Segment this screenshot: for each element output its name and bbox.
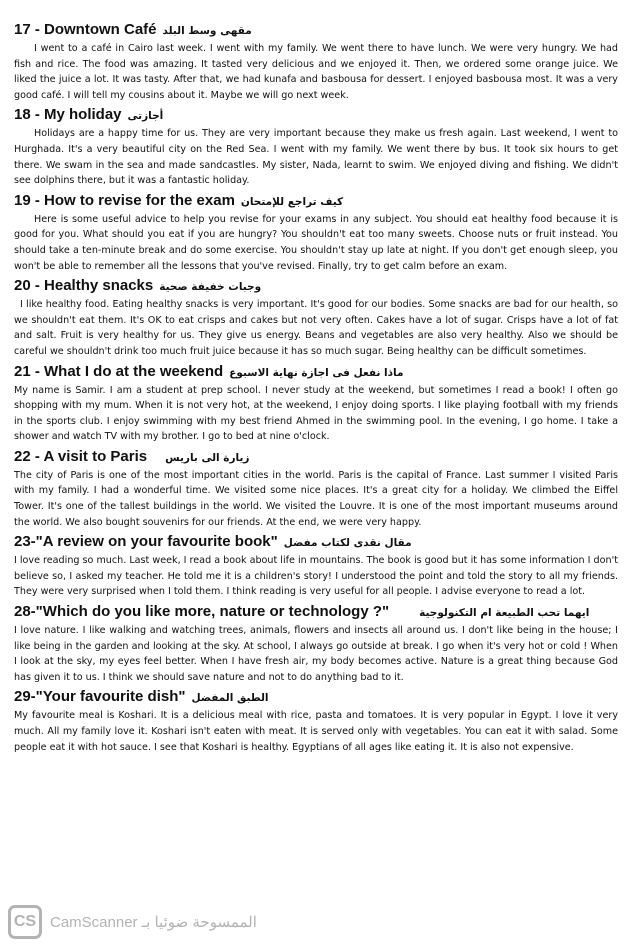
section-title: [14, 20, 618, 41]
section-title-arabic: أجازتى: [127, 110, 164, 123]
section-title-arabic: مقهى وسط البلد: [162, 25, 252, 37]
section-body: I love reading so much. Last week, I read a book about life in mountains. The book is good but it has some information I don't believe so, I asked my teacher. He told me it is a children's story! I understood the point and told the story to all my friends. They were very surprised when I told them. I think reading is very useful for all people. I advise everyone to read a lot.: [14, 555, 618, 598]
section-title: [14, 362, 618, 383]
section-body: My name is Samir. I am a student at prep school. I never study at the weekend, but sometimes I read a book! I often go shopping with my mum. When it is not very hot, at the weekend, I enjoy doing sports. I like playing football with my friends in the sports club. I enjoy swimming with my best friend Ahmed in the swimming pool. In the evening, I go home. I take a shower and watch TV with my brother. I go to bed at nine o'clock.: [14, 384, 618, 443]
section-title: [14, 532, 618, 553]
section-title: [14, 105, 618, 126]
section-body: Holidays are a happy time for us. They are very important because they make us fresh again. Last weekend, I went to Hurghada. It's a very beautiful city on the Red Sea. I went with my family. We went there by bus. It took six hours to get there. We swam in the sea and made sandcastles. My sister, Nada, learnt to swim. We enjoyed diving and fishing. We didn't see dolphins there, but it was a fantastic holiday.: [14, 128, 618, 187]
section-title-arabic: الطبق المفضل: [191, 692, 269, 705]
section-body: I love nature. I like walking and watching trees, animals, flowers and insects all around us. I don't like being in the house; I like being in the garden and looking at the sky. At school, I always go outside at break. I go when it's very hot or cold ! When I look at the sky, my eyes feel better. When I have fresh air, my body becomes active. Nature is a great thing because God has given it to us. I think we should save nature and not to do anything bad to it.: [14, 625, 618, 683]
section-body: The city of Paris is one of the most important cities in the world. Paris is the capital of France. Last summer I visited Paris with my family. I had a wonderful time. We visited some nice places. It's a great city for a holiday. We climbed the Eiffel Tower. It's one of the tallest buildings in the world. We visited the Louvre. It is one of the most important museums around the world. We also bought souvenirs for our friends. At the end, we were very happy.: [14, 469, 618, 528]
section-title-english: 21 - What I do at the weekend: [14, 362, 224, 380]
section-body: I went to a café in Cairo last week. I went with my family. We went there to have lunch. We were very hungry. We had fish and rice. The food was amazing. It tasted very delicious and we enjoyed it. Then, we ordered some orange juice. We liked the juice a lot. It was tasty. After that, we had kunafa and basbousa for dessert. I enjoyed basbousa most. It was a very good café. I will tell my cousins about it. Maybe we will go next week.: [14, 43, 618, 101]
section-title: [14, 276, 618, 297]
section-title-english: 28-"Which do you like more, nature or technology ?": [14, 603, 390, 621]
section-body: Here is some useful advice to help you revise for your exams in any subject. You should eat healthy food because it is good for you. What should you eat if you are hungry? You shouldn't eat too many sweets. Choose nuts or fruit instead. You should take a ten-minute break and do some exercise. You shouldn't stay up late at night. If you don't get enough sleep, you won't be able to remember all the lessons that you've revised. Finally, try to get calm before an exam.: [14, 213, 618, 272]
section-title-english: 22 - A visit to Paris: [14, 447, 148, 465]
section-title: [14, 602, 618, 623]
section-title-english: 29-"Your favourite dish": [14, 688, 186, 706]
document-page: [14, 20, 618, 757]
section-title-arabic: وجبات خفيفة صحية: [159, 281, 262, 294]
section-22: [14, 447, 618, 530]
section-title: [14, 191, 618, 212]
section-17: [14, 20, 618, 103]
section-title-arabic: ايهما تحب الطبيعة ام التكنولوجية: [419, 607, 590, 620]
section-title: [14, 447, 618, 468]
section-title: [14, 687, 618, 708]
section-title-arabic: مقال نقدى لكتاب مفضل: [283, 537, 412, 550]
section-title-arabic: ماذا نفعل فى اجازة نهاية الاسبوع: [229, 366, 404, 379]
section-body: My favourite meal is Koshari. It is a delicious meal with rice, pasta and tomatoes. It is very popular in Egypt. I love it very much. All my family love it. Koshari isn't eaten with meat. It is served only with vegetables. You can eat it with salad. Some people eat it with hot sauce. I see that Koshari is healthy. Egyptians of all ages like eating it. It is also not expensive.: [14, 710, 618, 753]
section-title-english: 20 - Healthy snacks: [14, 277, 154, 295]
section-title-english: 19 - How to revise for the exam: [14, 191, 235, 209]
section-21: [14, 362, 618, 445]
section-18: [14, 105, 618, 188]
section-29: [14, 687, 618, 755]
section-23: [14, 532, 618, 600]
section-title-arabic: زيارة الى باريس: [165, 451, 250, 464]
section-title-english: 23-"A review on your favourite book": [14, 533, 278, 551]
section-body: I like healthy food. Eating healthy snacks is very important. It's good for our bodies. Some snacks are bad for our health, so we shouldn't eat them. It's OK to eat crisps and cakes but not very often. Cakes have a lot of sugar. Crisps have a lot of fat and salt. Fruit is very healthy for us. They give us energy. Beans and vegetables are also very healthy. Also we should be careful we shouldn't drink too much fruit juice because it has so much sugar. Being healthy can be difficult sometimes.: [14, 299, 618, 357]
watermark-text: CamScanner الممسوحة ضوئيا بـ: [50, 914, 257, 931]
camscanner-watermark: [8, 902, 408, 942]
section-28: [14, 602, 618, 685]
section-title-english: 18 - My holiday: [14, 106, 122, 124]
section-20: [14, 276, 618, 359]
camscanner-logo-icon: CS: [8, 905, 42, 939]
section-title-english: 17 - Downtown Café: [14, 21, 157, 38]
section-title-arabic: كيف تراجع للإمتحان: [240, 195, 344, 208]
section-19: [14, 191, 618, 274]
